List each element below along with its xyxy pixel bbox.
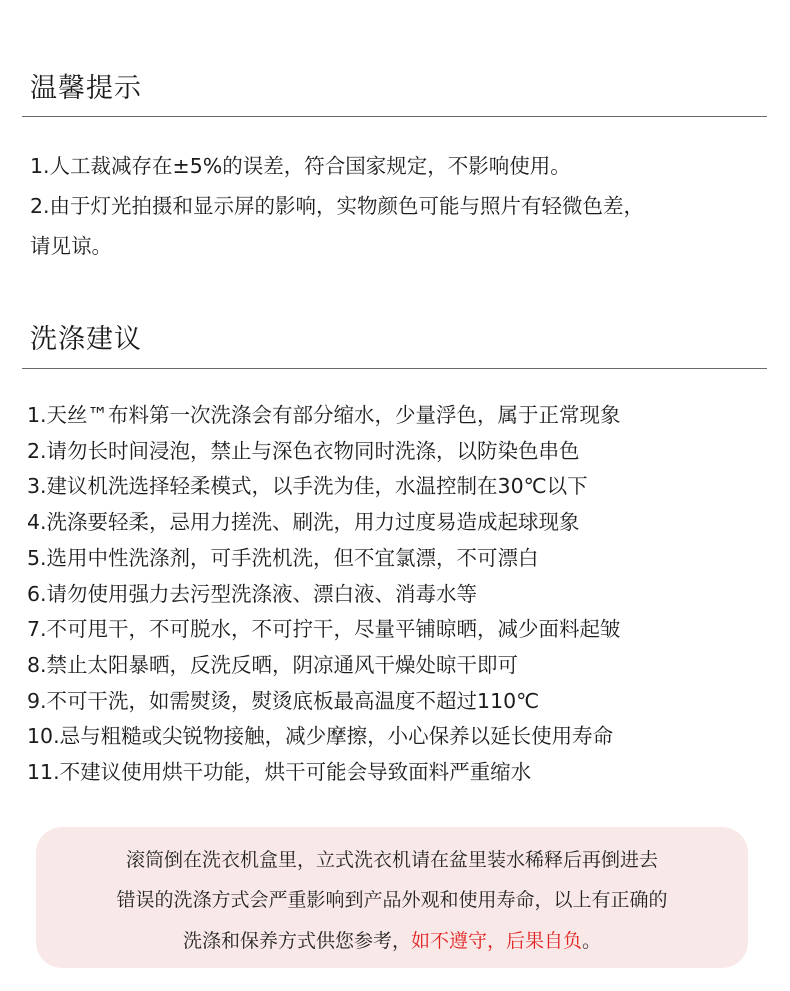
washing-item: 7.不可甩干，不可脱水，不可拧干，尽量平铺晾晒，减少面料起皱	[27, 617, 621, 642]
notice-text: 洗涤和保养方式供您参考，	[182, 930, 411, 952]
washing-divider	[22, 368, 767, 369]
washing-item: 6.请勿使用强力去污型洗涤液、漂白液、消毒水等	[27, 581, 478, 606]
tips-line: 请见谅。	[30, 234, 112, 258]
tips-title: 温馨提示	[30, 73, 142, 104]
washing-item: 5.选用中性洗涤剂，可手洗机洗，但不宜氯漂，不可漂白	[27, 545, 539, 570]
notice-line	[36, 926, 748, 953]
washing-item: 2.请勿长时间浸泡，禁止与深色衣物同时洗涤，以防染色串色	[27, 438, 580, 463]
tips-text	[30, 146, 760, 266]
notice-line: 错误的洗涤方式会严重影响到产品外观和使用寿命，以上有正确的	[116, 889, 668, 911]
washing-item: 4.洗涤要轻柔，忌用力搓洗、刷洗，用力过度易造成起球现象	[27, 510, 580, 535]
washing-item: 3.建议机洗选择轻柔模式，以手洗为佳，水温控制在30℃以下	[27, 474, 588, 499]
washing-list	[27, 398, 767, 791]
washing-item: 11.不建议使用烘干功能，烘干可能会导致面料严重缩水	[27, 760, 532, 785]
tips-line: 1.人工裁减存在±5%的误差，符合国家规定，不影响使用。	[30, 154, 571, 178]
tips-divider	[22, 116, 767, 117]
notice-warning: 如不遵守，后果自负	[410, 930, 582, 952]
notice-line: 滚筒倒在洗衣机盒里，立式洗衣机请在盆里装水稀释后再倒进去	[125, 849, 658, 871]
notice-text: 。	[582, 930, 602, 952]
tips-line: 2.由于灯光拍摄和显示屏的影响，实物颜色可能与照片有轻微色差，	[30, 194, 645, 218]
notice-box	[36, 827, 748, 968]
washing-item: 8.禁止太阳暴晒，反洗反晒，阴凉通风干燥处晾干即可	[27, 652, 519, 677]
washing-item: 9.不可干洗，如需熨烫，熨烫底板最高温度不超过110℃	[27, 688, 540, 713]
washing-item: 10.忌与粗糙或尖锐物接触，减少摩擦，小心保养以延长使用寿命	[27, 724, 614, 749]
washing-title: 洗涤建议	[30, 324, 142, 355]
washing-item: 1.天丝™布料第一次洗涤会有部分缩水，少量浮色，属于正常现象	[27, 403, 621, 427]
